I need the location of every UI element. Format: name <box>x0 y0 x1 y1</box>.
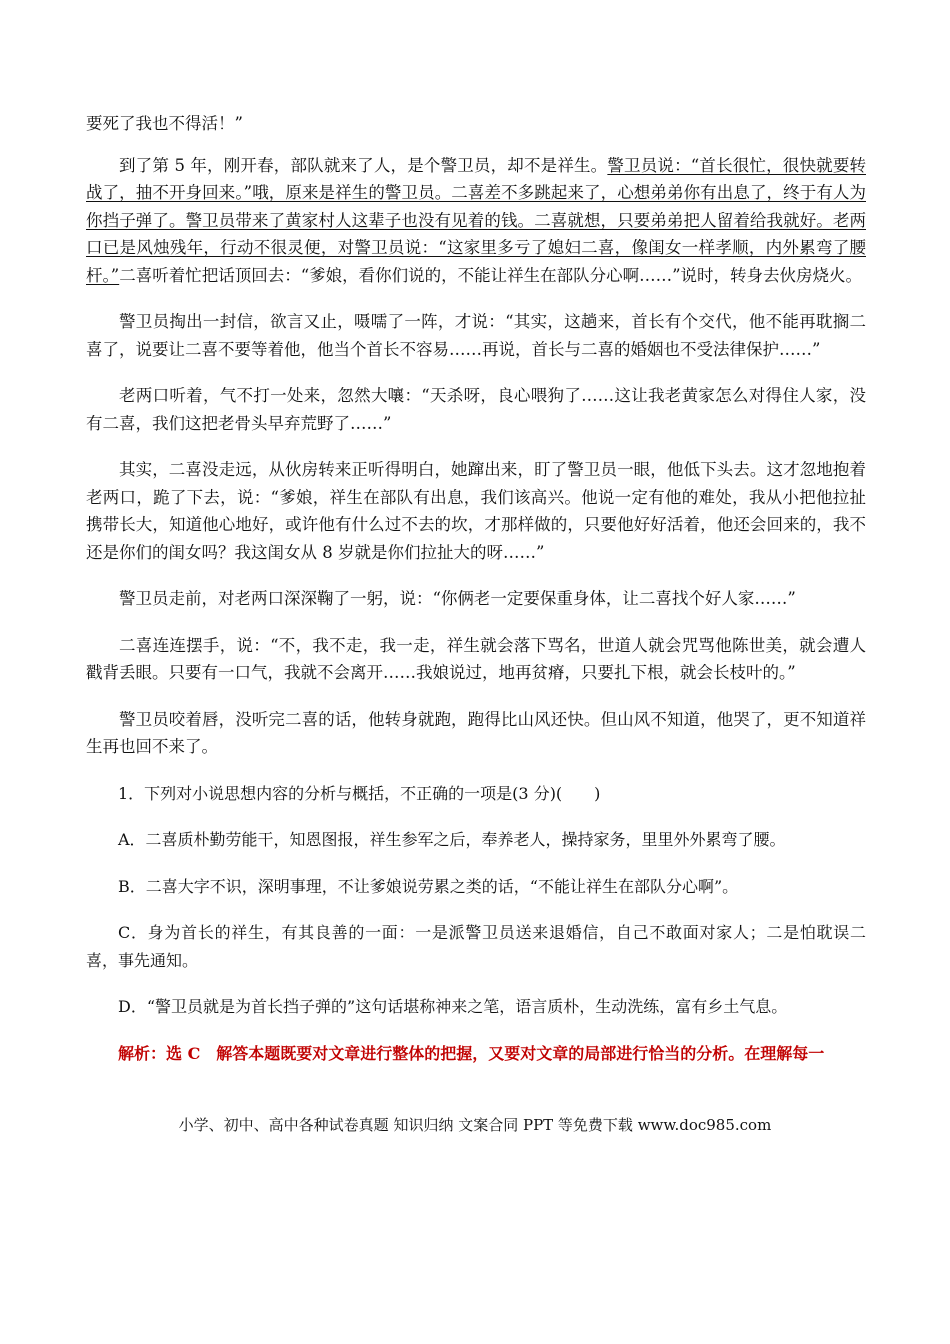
passage-paragraph-7: 警卫员咬着唇，没听完二喜的话，他转身就跑，跑得比山风还快。但山风不知道，他哭了，更不知道祥生再也回不来了。 <box>86 709 866 756</box>
underlined-passage-text: 警卫员说：“首长很忙，很快就要转战了，抽不开身回来。”哦，原来是祥生的警卫员。二喜差不多跳起来了，心想弟弟你有出息了，终于有人为你挡子弹了。警卫员带来了黄家村人这辈子也没有见着的钱。二喜就想，只要弟弟把人留着给我就好。老两口已是风烛残年，行动不很灵便，对警卫员说：“这家里多亏了媳妇二喜，像闺女一样孝顺，内外累弯了腰杆。” <box>86 155 866 285</box>
document-content <box>86 110 866 1067</box>
passage-paragraph-5: 警卫员走前，对老两口深深鞠了一躬，说：“你俩老一定要保重身体，让二喜找个好人家……” <box>119 589 796 608</box>
option-b: B．二喜大字不识，深明事理，不让爹娘说劳累之类的话，“不能让祥生在部队分心啊”。 <box>118 876 739 896</box>
passage-paragraph-0: 要死了我也不得活！” <box>86 114 243 133</box>
option-a: A．二喜质朴勤劳能干，知恩图报，祥生参军之后，奉养老人，操持家务，里里外外累弯了腰。 <box>118 830 786 849</box>
passage-paragraph-3: 老两口听着，气不打一处来，忽然大嚷：“天杀呀，良心喂狗了……这让我老黄家怎么对得住人家，没有二喜，我们这把老骨头早弃荒野了……” <box>86 386 866 433</box>
question-stem: 1．下列对小说思想内容的分析与概括，不正确的一项是(3 分)( ) <box>118 783 601 803</box>
passage-text: 二喜听着忙把话顶回去：“爹娘，看你们说的，不能让祥生在部队分心啊……”说时，转身去伙房烧火。 <box>119 265 863 285</box>
passage-text: 到了第 5 年，刚开春，部队就来了人，是个警卫员，却不是祥生。 <box>119 155 608 175</box>
passage-paragraph-2: 警卫员掏出一封信，欲言又止，嗫嚅了一阵，才说：“其实，这趟来，首长有个交代，他不能再耽搁二喜了，说要让二喜不要等着他，他当个首长不容易……再说，首长与二喜的婚姻也不受法律保护……” <box>86 312 866 359</box>
option-d: D．“警卫员就是为首长挡子弹的”这句话堪称神来之笔，语言质朴，生动洗练，富有乡土气息。 <box>118 997 788 1016</box>
page-footer: 小学、初中、高中各种试卷真题 知识归纳 文案合同 PPT 等免费下载 www.doc985.com <box>178 1116 772 1134</box>
passage-paragraph-4: 其实，二喜没走远，从伙房转来正听得明白，她蹿出来，盯了警卫员一眼，他低下头去。这才忽地抱着老两口，跪了下去，说：“爹娘，祥生在部队有出息，我们该高兴。他说一定有他的难处，我从小把他拉扯携带长大，知道他心地好，或许他有什么过不去的坎，才那样做的，只要他好好活着，他还会回来的，我不还是你们的闺女吗？我这闺女从 8 岁就是你们拉扯大的呀……” <box>86 460 866 562</box>
option-c: C．身为首长的祥生，有其良善的一面：一是派警卫员送来退婚信，自己不敢面对家人；二是怕耽误二喜，事先通知。 <box>86 923 866 970</box>
passage-paragraph-6: 二喜连连摆手，说：“不，我不走，我一走，祥生就会落下骂名，世道人就会咒骂他陈世美，就会遭人戳背丢眼。只要有一口气，我就不会离开……我娘说过，地再贫瘠，只要扎下根，就会长枝叶的。” <box>86 635 866 682</box>
answer-analysis: 解析：选 C 解答本题既要对文章进行整体的把握，又要对文章的局部进行恰当的分析。在理解每一 <box>118 1043 825 1063</box>
passage-paragraph-1 <box>86 152 866 290</box>
